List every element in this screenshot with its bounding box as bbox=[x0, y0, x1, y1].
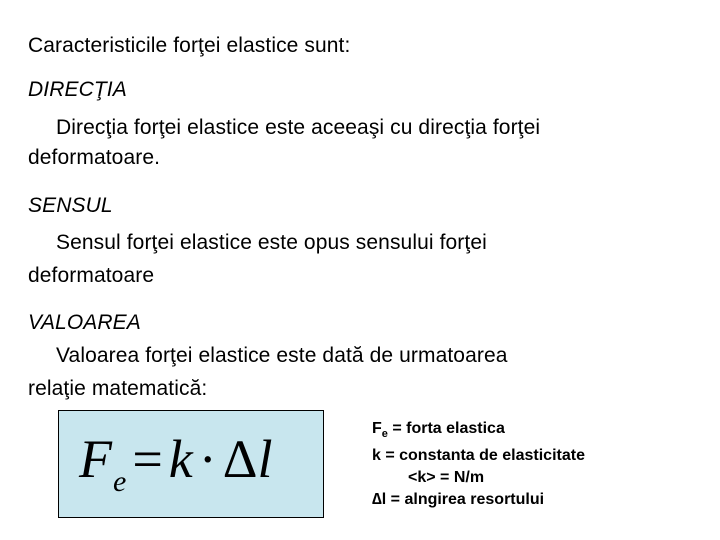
formula-l-symbol: l bbox=[257, 429, 273, 489]
legend-k-row: k = constanta de elasticitate bbox=[372, 447, 585, 465]
legend-fe-text: = forta elastica bbox=[387, 420, 505, 437]
section-text-sensul-line2: deformatoare bbox=[28, 264, 155, 287]
formula-force-subscript: e bbox=[113, 465, 127, 498]
formula-delta-symbol: Δ bbox=[222, 429, 258, 489]
section-title-valoarea: VALOAREA bbox=[28, 311, 141, 334]
legend-unit-row: <k> = N/m bbox=[408, 469, 485, 487]
formula-dot-operator: · bbox=[198, 429, 217, 489]
section-text-valoarea-line1: Valoarea forţei elastice este dată de urmatoarea bbox=[56, 344, 508, 367]
formula-equals-sign: = bbox=[132, 429, 163, 489]
formula-k-symbol: k bbox=[168, 429, 193, 489]
section-text-directia-line1: Direcţia forţei elastice este aceeaşi cu direcţia forţei bbox=[56, 116, 541, 139]
elastic-force-formula bbox=[79, 429, 273, 498]
formula-force-symbol: F bbox=[79, 429, 112, 489]
formula-legend bbox=[372, 418, 585, 511]
legend-fe-row bbox=[372, 418, 585, 445]
section-text-valoarea-line2: relaţie matematică: bbox=[28, 377, 208, 400]
legend-fe-subscript: e bbox=[381, 428, 388, 441]
legend-delta-row: ∆l = alngirea resortului bbox=[372, 491, 545, 509]
formula-box bbox=[58, 410, 324, 518]
section-title-sensul: SENSUL bbox=[28, 194, 113, 217]
section-title-directia: DIRECŢIA bbox=[28, 78, 127, 101]
page-heading: Caracteristicile forţei elastice sunt: bbox=[28, 34, 351, 57]
legend-fe-symbol: F bbox=[372, 420, 382, 437]
section-text-sensul-line1: Sensul forţei elastice este opus sensului forţei bbox=[56, 231, 487, 254]
section-text-directia-line2: deformatoare. bbox=[28, 146, 161, 169]
